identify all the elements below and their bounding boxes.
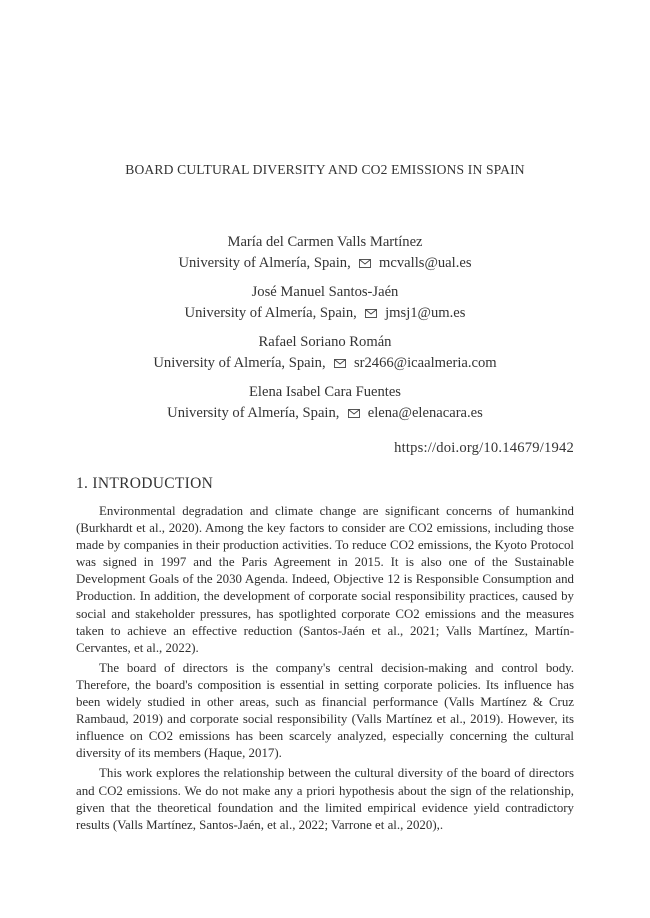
author-name: José Manuel Santos-Jaén	[251, 284, 399, 300]
paragraph: This work explores the relationship between the cultural diversity of the board of directors and CO2 emissions. We do not make any a priori hypothesis about the sign of the relationship, given that the theoretical foundation and the limited empirical evidence yield contradictory results (Valls Martínez, Santos-Jaén, et al., 2022; Varrone et al., 2020),.	[76, 766, 574, 832]
author-affiliation: University of Almería, Spain,	[167, 405, 340, 421]
author-email[interactable]: elena@elenacara.es	[367, 405, 483, 421]
author-affiliation-line	[0, 303, 650, 324]
author-email[interactable]: mcvalls@ual.es	[379, 255, 472, 271]
envelope-icon	[365, 309, 377, 318]
author-name: María del Carmen Valls Martínez	[227, 234, 423, 250]
author-entry	[0, 232, 650, 274]
author-email[interactable]: jmsj1@um.es	[385, 305, 466, 321]
paragraph: Environmental degradation and climate change are significant concerns of humankind (Burkhardt et al., 2020). Among the key factors to consider are CO2 emissions, including those made by companies in their production activities. To reduce CO2 emissions, the Kyoto Protocol was signed in 1997 and the Paris Agreement in 2015. It is also one of the Sustainable Development Goals of the 2030 Agenda. Indeed, Objective 12 is Responsible Consumption and Production. In addition, the development of corporate social responsibility practices, caused by social and stakeholder pressures, has spotlighted corporate CO2 emissions and the measures taken to achieve an effective reduction (Santos-Jaén et al., 2021; Valls Martínez, Martín-Cervantes, et al., 2022).	[76, 504, 574, 655]
author-name: Rafael Soriano Román	[258, 334, 392, 350]
author-entry	[0, 332, 650, 374]
author-entry	[0, 282, 650, 324]
author-list	[0, 232, 650, 432]
author-affiliation: University of Almería, Spain,	[184, 305, 357, 321]
body-text	[76, 503, 574, 837]
author-name: Elena Isabel Cara Fuentes	[249, 384, 401, 400]
envelope-icon	[348, 409, 360, 418]
envelope-icon	[359, 259, 371, 268]
author-affiliation-line	[0, 353, 650, 374]
author-entry	[0, 382, 650, 424]
author-affiliation-line	[0, 403, 650, 424]
paragraph: The board of directors is the company's central decision-making and control body. Therefore, the board's composition is essential in setting corporate policies. Its influence has been widely studied in other areas, such as financial performance (Valls Martínez & Cruz Rambaud, 2019) and corporate social responsibility (Valls Martínez et al., 2019). However, its influence on CO2 emissions has been scarcely analyzed, especially concerning the cultural diversity of its members (Haque, 2017).	[76, 660, 574, 761]
envelope-icon	[334, 359, 346, 368]
author-affiliation-line	[0, 253, 650, 274]
author-affiliation: University of Almería, Spain,	[153, 355, 326, 371]
section-heading: 1. INTRODUCTION	[76, 475, 214, 492]
author-email[interactable]: sr2466@icaalmeria.com	[353, 355, 497, 371]
paper-title: BOARD CULTURAL DIVERSITY AND CO2 EMISSIONS IN SPAIN	[125, 162, 525, 177]
doi-link[interactable]: https://doi.org/10.14679/1942	[394, 440, 574, 456]
author-affiliation: University of Almería, Spain,	[178, 255, 351, 271]
